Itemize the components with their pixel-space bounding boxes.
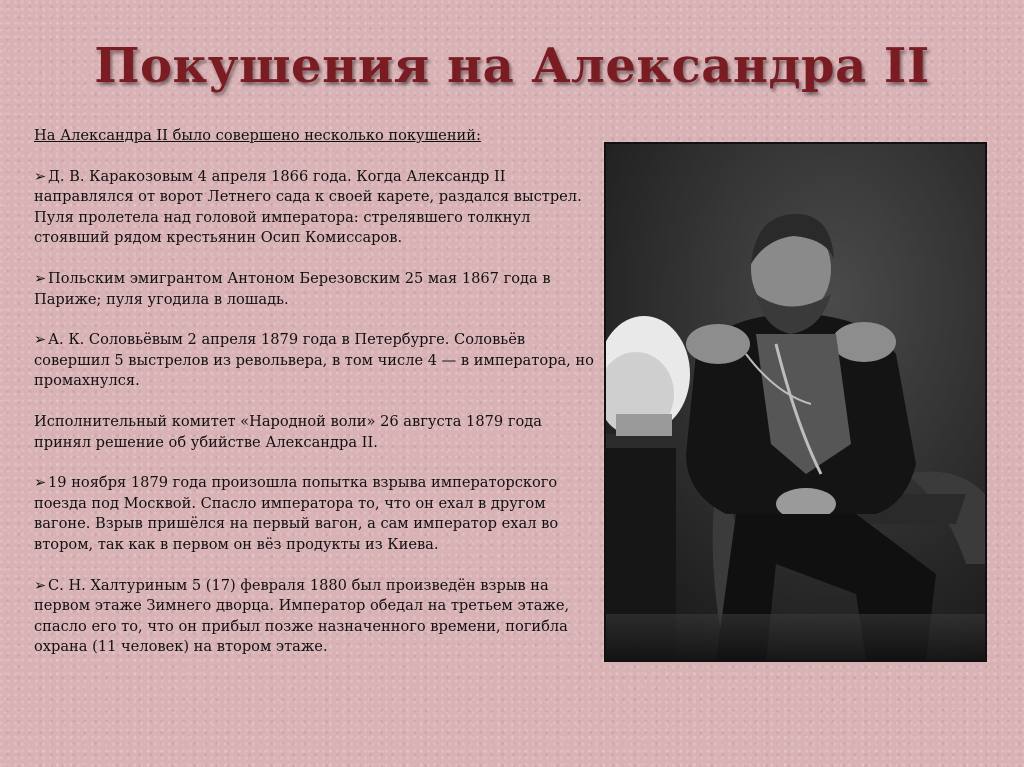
intro-line: На Александра II было совершено несколько покушений:: [34, 127, 481, 144]
paragraph-text: 19 ноября 1879 года произошла попытка взрыва императорского поезда под Москвой. Спасло императора то, что он ехал в другом вагоне. Взрыв пришёлся на первый вагон, а сам император ехал во втором, так как в первом он вёз продукты из Киева.: [34, 474, 559, 553]
text-column: [34, 126, 594, 678]
paragraph-2: [34, 269, 594, 310]
paragraph-text: Исполнительный комитет «Народной воли» 26 августа 1879 года принял решение об убийстве Александра II.: [34, 412, 542, 451]
paragraph-text: А. К. Соловьёвым 2 апреля 1879 года в Петербурге. Соловьёв совершил 5 выстрелов из револьвера, в том числе 4 — в императора, но промахнулся.: [34, 331, 594, 390]
arrow-bullet-icon: ➢: [34, 269, 47, 287]
paragraph-3: [34, 330, 594, 392]
arrow-bullet-icon: ➢: [34, 474, 47, 492]
paragraph-6: [34, 576, 594, 658]
paragraph-4: [34, 412, 594, 453]
portrait-image: [606, 144, 985, 660]
arrow-bullet-icon: ➢: [34, 331, 47, 349]
paragraph-text: С. Н. Халтуриным 5 (17) февраля 1880 был произведён взрыв на первом этаже Зимнего дворца. Император обедал на третьем этаже, спасло его то, что он прибыл позже назначенного времени, погибла охрана (11 человек) на втором этаже.: [34, 576, 570, 656]
paragraph-5: [34, 473, 594, 555]
paragraph-text: Д. В. Каракозовым 4 апреля 1866 года. Когда Александр II направлялся от ворот Летнего сада к своей карете, раздался выстрел. Пуля пролетела над головой императора: стрелявшего толкнул стоявший рядом крестьянин Осип Комиссаров.: [34, 167, 582, 247]
paragraph-text: Польским эмигрантом Антоном Березовским 25 мая 1867 года в Париже; пуля угодила в лошадь.: [34, 269, 551, 308]
portrait-photo: [604, 142, 987, 662]
slide-title: Покушения на Александра II: [94, 38, 930, 94]
arrow-bullet-icon: ➢: [34, 576, 47, 594]
paragraph-1: [34, 167, 594, 249]
arrow-bullet-icon: ➢: [34, 167, 47, 185]
